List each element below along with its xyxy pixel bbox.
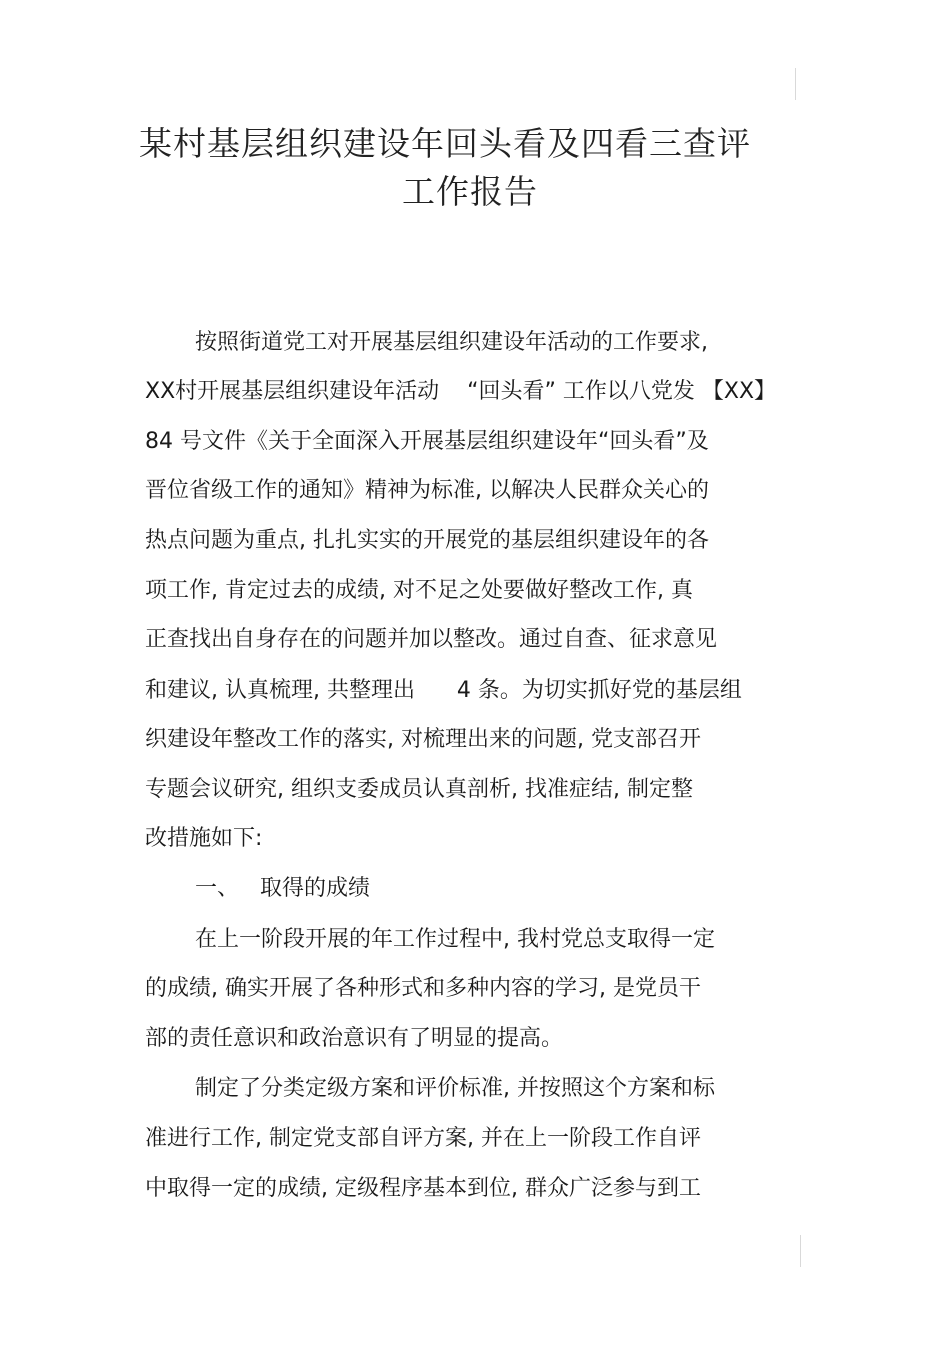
document-title-line-1: 某村基层组织建设年回头看及四看三查评 <box>139 124 751 163</box>
paragraph-line: 部的责任意识和政治意识有了明显的提高。 <box>145 1026 564 1051</box>
paragraph-line: 织建设年整改工作的落实, 对梳理出来的问题, 党支部召开 <box>145 727 701 752</box>
paragraph-line: 正查找出自身存在的问题并加以整改。通过自查、征求意见 <box>145 627 718 652</box>
paragraph-line: 中取得一定的成绩, 定级程序基本到位, 群众广泛参与到工 <box>145 1176 701 1201</box>
section-heading: 一、 取得的成绩 <box>195 876 370 901</box>
paragraph-line: 热点问题为重点, 扎扎实实的开展党的基层组织建设年的各 <box>145 528 709 553</box>
paragraph-line: 专题会议研究, 组织支委成员认真剖析, 找准症结, 制定整 <box>145 777 693 802</box>
paragraph-line: 的成绩, 确实开展了各种形式和多种内容的学习, 是党员干 <box>145 976 701 1001</box>
paragraph-line: 84 号文件《关于全面深入开展基层组织建设年“回头看”及 <box>145 429 709 454</box>
paragraph-line: 改措施如下: <box>145 826 263 851</box>
paragraph-line: 在上一阶段开展的年工作过程中, 我村党总支取得一定 <box>195 927 715 952</box>
paragraph-line: 晋位省级工作的通知》精神为标准, 以解决人民群众关心的 <box>145 478 709 503</box>
document-title-line-2: 工作报告 <box>402 172 538 211</box>
margin-mark-top <box>795 68 796 100</box>
paragraph-line: 和建议, 认真梳理, 共整理出 4 条。为切实抓好党的基层组 <box>145 678 742 703</box>
margin-mark-bottom <box>800 1235 801 1267</box>
paragraph-line: 制定了分类定级方案和评价标准, 并按照这个方案和标 <box>195 1076 715 1101</box>
paragraph-line: XX村开展基层组织建设年活动 “回头看” 工作以八党发 【XX】 <box>145 379 777 404</box>
paragraph-line: 按照街道党工对开展基层组织建设年活动的工作要求, <box>195 330 708 355</box>
paragraph-line: 准进行工作, 制定党支部自评方案, 并在上一阶段工作自评 <box>145 1126 701 1151</box>
paragraph-line: 项工作, 肯定过去的成绩, 对不足之处要做好整改工作, 真 <box>145 578 693 603</box>
